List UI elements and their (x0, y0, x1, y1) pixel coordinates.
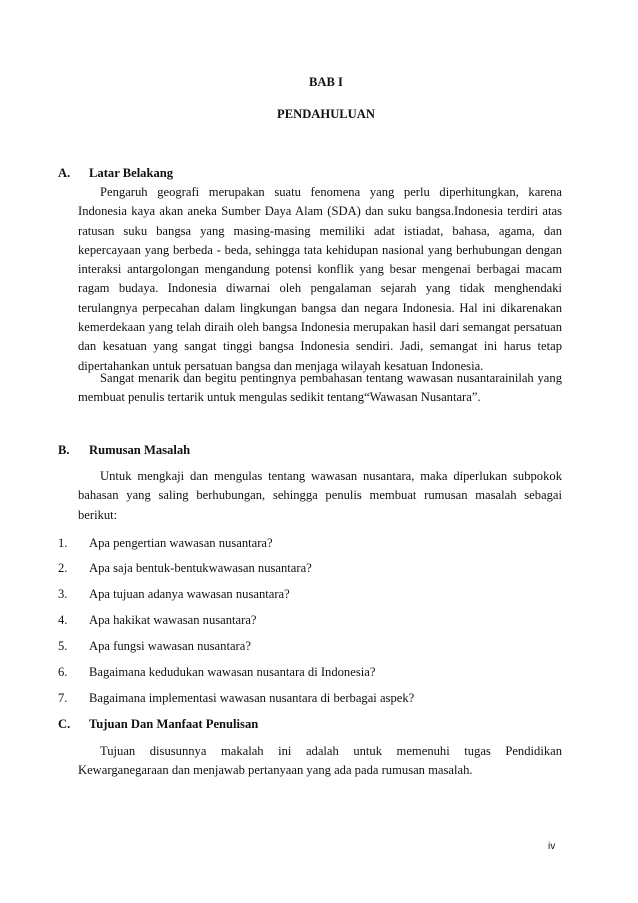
list-item-text: Apa pengertian wawasan nusantara? (89, 536, 273, 550)
section-a-title: Latar Belakang (89, 166, 174, 180)
chapter-number: BAB I (309, 75, 343, 89)
list-item-text: Bagaimana implementasi wawasan nusantara di berbagai aspek? (89, 691, 415, 705)
section-a-paragraph-1: Pengaruh geografi merupakan suatu fenomena yang perlu diperhitungkan, karena Indonesia kaya akan aneka Sumber Daya Alam (SDA) dan suku bangsa.Indonesia terdiri atas ratusan suku bangsa yang masing-masing memiliki adat istiadat, bahasa, agama, dan kepercayaan yang berbeda - beda, sehingga tata kehidupan nasional yang berhubungan dengan interaksi antargolongan mengandung potensi konflik yang besar mengenai berbagai macam ragam budaya. Indonesia diwarnai oleh pengalaman sejarah yang tidak menghendaki terulangnya perpecahan dalam lingkungan bangsa dan negara Indonesia. Hal ini dikarenakan kemerdekaan yang telah diraih oleh bangsa Indonesia merupakan hasil dari semangat persatuan dan kesatuan yang sangat tinggi bangsa Indonesia sendiri. Jadi, semangat ini harus tetap dipertahankan untuk persatuan bangsa dan menjaga wilayah kesatuan Indonesia. (78, 185, 562, 373)
list-item-number: 5. (58, 639, 68, 653)
section-b-intro: Untuk mengkaji dan mengulas tentang wawasan nusantara, maka diperlukan subpokok bahasan yang saling berhubungan, sehingga penulis membuat rumusan masalah sebagai berikut: (78, 469, 562, 522)
list-item-number: 3. (58, 587, 68, 601)
section-b-title: Rumusan Masalah (89, 443, 191, 457)
list-item-number: 7. (58, 691, 68, 705)
list-item-number: 4. (58, 613, 68, 627)
list-item-text: Apa tujuan adanya wawasan nusantara? (89, 587, 290, 601)
list-item-text: Apa saja bentuk-bentukwawasan nusantara? (89, 561, 312, 575)
section-a-paragraph-2: Sangat menarik dan begitu pentingnya pembahasan tentang wawasan nusantarainilah yang membuat penulis tertarik untuk mengulas sedikit tentang“Wawasan Nusantara”. (78, 371, 562, 405)
list-item-text: Bagaimana kedudukan wawasan nusantara di Indonesia? (89, 665, 376, 679)
list-item-text: Apa fungsi wawasan nusantara? (89, 639, 251, 653)
page-number: iv (548, 841, 556, 852)
section-b-letter: B. (58, 443, 70, 457)
list-item-number: 2. (58, 561, 68, 575)
list-item-number: 1. (58, 536, 68, 550)
list-item-number: 6. (58, 665, 68, 679)
section-c-paragraph: Tujuan disusunnya makalah ini adalah untuk memenuhi tugas Pendidikan Kewarganegaraan dan menjawab pertanyaan yang ada pada rumusan masalah. (78, 744, 562, 778)
section-c-letter: C. (58, 717, 71, 731)
chapter-title: PENDAHULUAN (277, 107, 375, 121)
section-a-letter: A. (58, 166, 71, 180)
section-c-title: Tujuan Dan Manfaat Penulisan (89, 717, 259, 731)
list-item-text: Apa hakikat wawasan nusantara? (89, 613, 257, 627)
